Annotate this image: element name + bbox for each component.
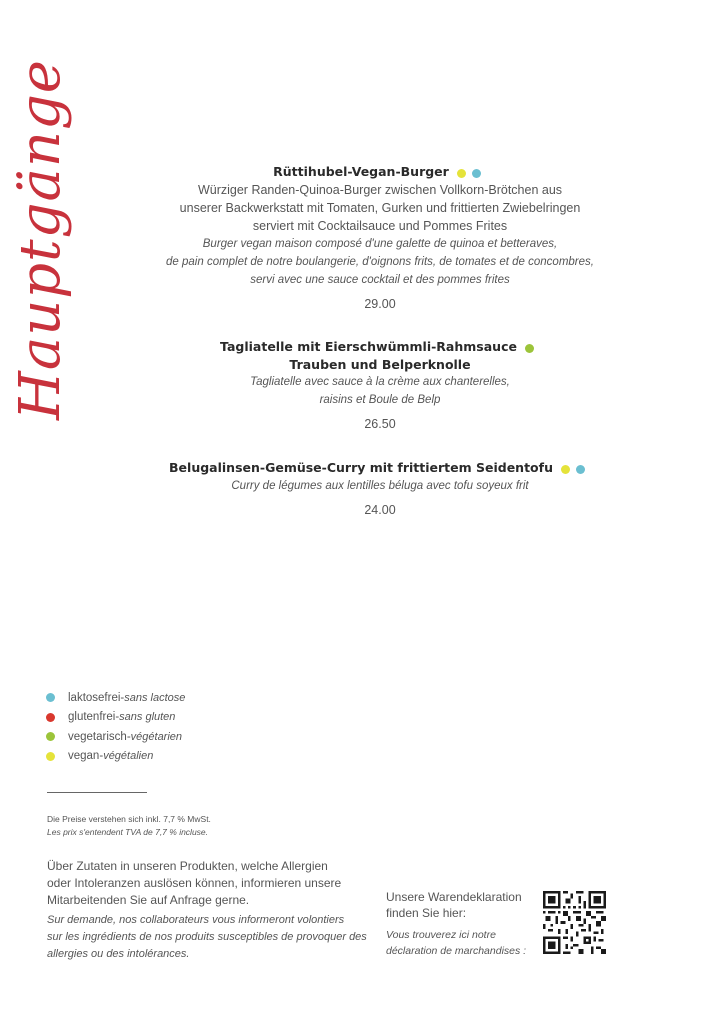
- divider: [47, 792, 147, 793]
- vegan-dot-icon: [457, 169, 466, 178]
- dish-1: [120, 163, 640, 311]
- diet-legend: [46, 688, 185, 766]
- declaration-note: Unsere Warendeklaration finden Sie hier: Vous trouverez ici notre déclaration de marchandises :: [386, 890, 527, 957]
- dish-3-name: Belugalinsen-Gemüse-Curry mit frittiertem Seidentofu: [169, 460, 553, 475]
- dish-2-dots: [525, 339, 540, 356]
- dish-1-desc-fr: Burger vegan maison composé d'une galette de quinoa et betteraves, de pain complet de notre boulangerie, d'oignons frits, de tomates et de concombres, servi avec une sauce cocktail et des pommes frites: [166, 238, 594, 286]
- vegetarian-dot-icon: [525, 344, 534, 353]
- dish-2-name-line-2: Trauben und Belperknolle: [289, 357, 471, 372]
- legend-item-lactose-free: laktosefrei - sans lactose: [46, 688, 185, 708]
- section-title: Hauptgänge: [8, 59, 73, 420]
- vegetarian-dot-icon: [46, 732, 55, 741]
- gluten-free-dot-icon: [46, 713, 55, 722]
- dish-1-dots: [457, 164, 487, 181]
- dish-3-dots: [561, 460, 591, 477]
- qr-code-icon[interactable]: [543, 891, 606, 954]
- allergy-note: Über Zutaten in unseren Produkten, welche Allergien oder Intoleranzen auslösen können, informieren unsere Mitarbeitenden Sie auf Anfrage gerne. Sur demande, nos collaborateurs vous informeront volontiers sur les ingrédients de nos produits susceptibles de provoquer des allergies ou des intolérances.: [47, 859, 367, 960]
- dish-2-name-line-1: Tagliatelle mit Eierschwümmli-Rahmsauce: [220, 339, 517, 354]
- lactose-free-dot-icon: [576, 465, 585, 474]
- dish-3-desc-fr: Curry de légumes aux lentilles béluga avec tofu soyeux frit: [231, 480, 529, 492]
- dish-2-price: 26.50: [364, 417, 396, 431]
- dish-1-desc-de: Würziger Randen-Quinoa-Burger zwischen Vollkorn-Brötchen aus unserer Backwerkstatt mit Tomaten, Gurken und frittierten Zwiebelringen serviert mit Cocktailsauce und Pommes Frites: [179, 183, 581, 233]
- vegan-dot-icon: [46, 752, 55, 761]
- dish-1-name: Rüttihubel-Vegan-Burger: [273, 164, 449, 179]
- dish-3-price: 24.00: [364, 503, 396, 517]
- legend-item-gluten-free: glutenfrei - sans gluten: [46, 708, 185, 728]
- lactose-free-dot-icon: [472, 169, 481, 178]
- legend-item-vegetarian: vegetarisch - végétarien: [46, 727, 185, 747]
- legend-item-vegan: vegan - végétalien: [46, 747, 185, 767]
- dish-3: [120, 459, 640, 517]
- vat-note: Die Preise verstehen sich inkl. 7,7 % MwSt. Les prix s'entendent TVA de 7,7 % incluse.: [47, 814, 211, 837]
- vegan-dot-icon: [561, 465, 570, 474]
- dish-2: [120, 338, 640, 431]
- lactose-free-dot-icon: [46, 693, 55, 702]
- dish-1-price: 29.00: [364, 297, 396, 311]
- dish-2-desc-fr: Tagliatelle avec sauce à la crème aux chanterelles, raisins et Boule de Belp: [250, 376, 510, 406]
